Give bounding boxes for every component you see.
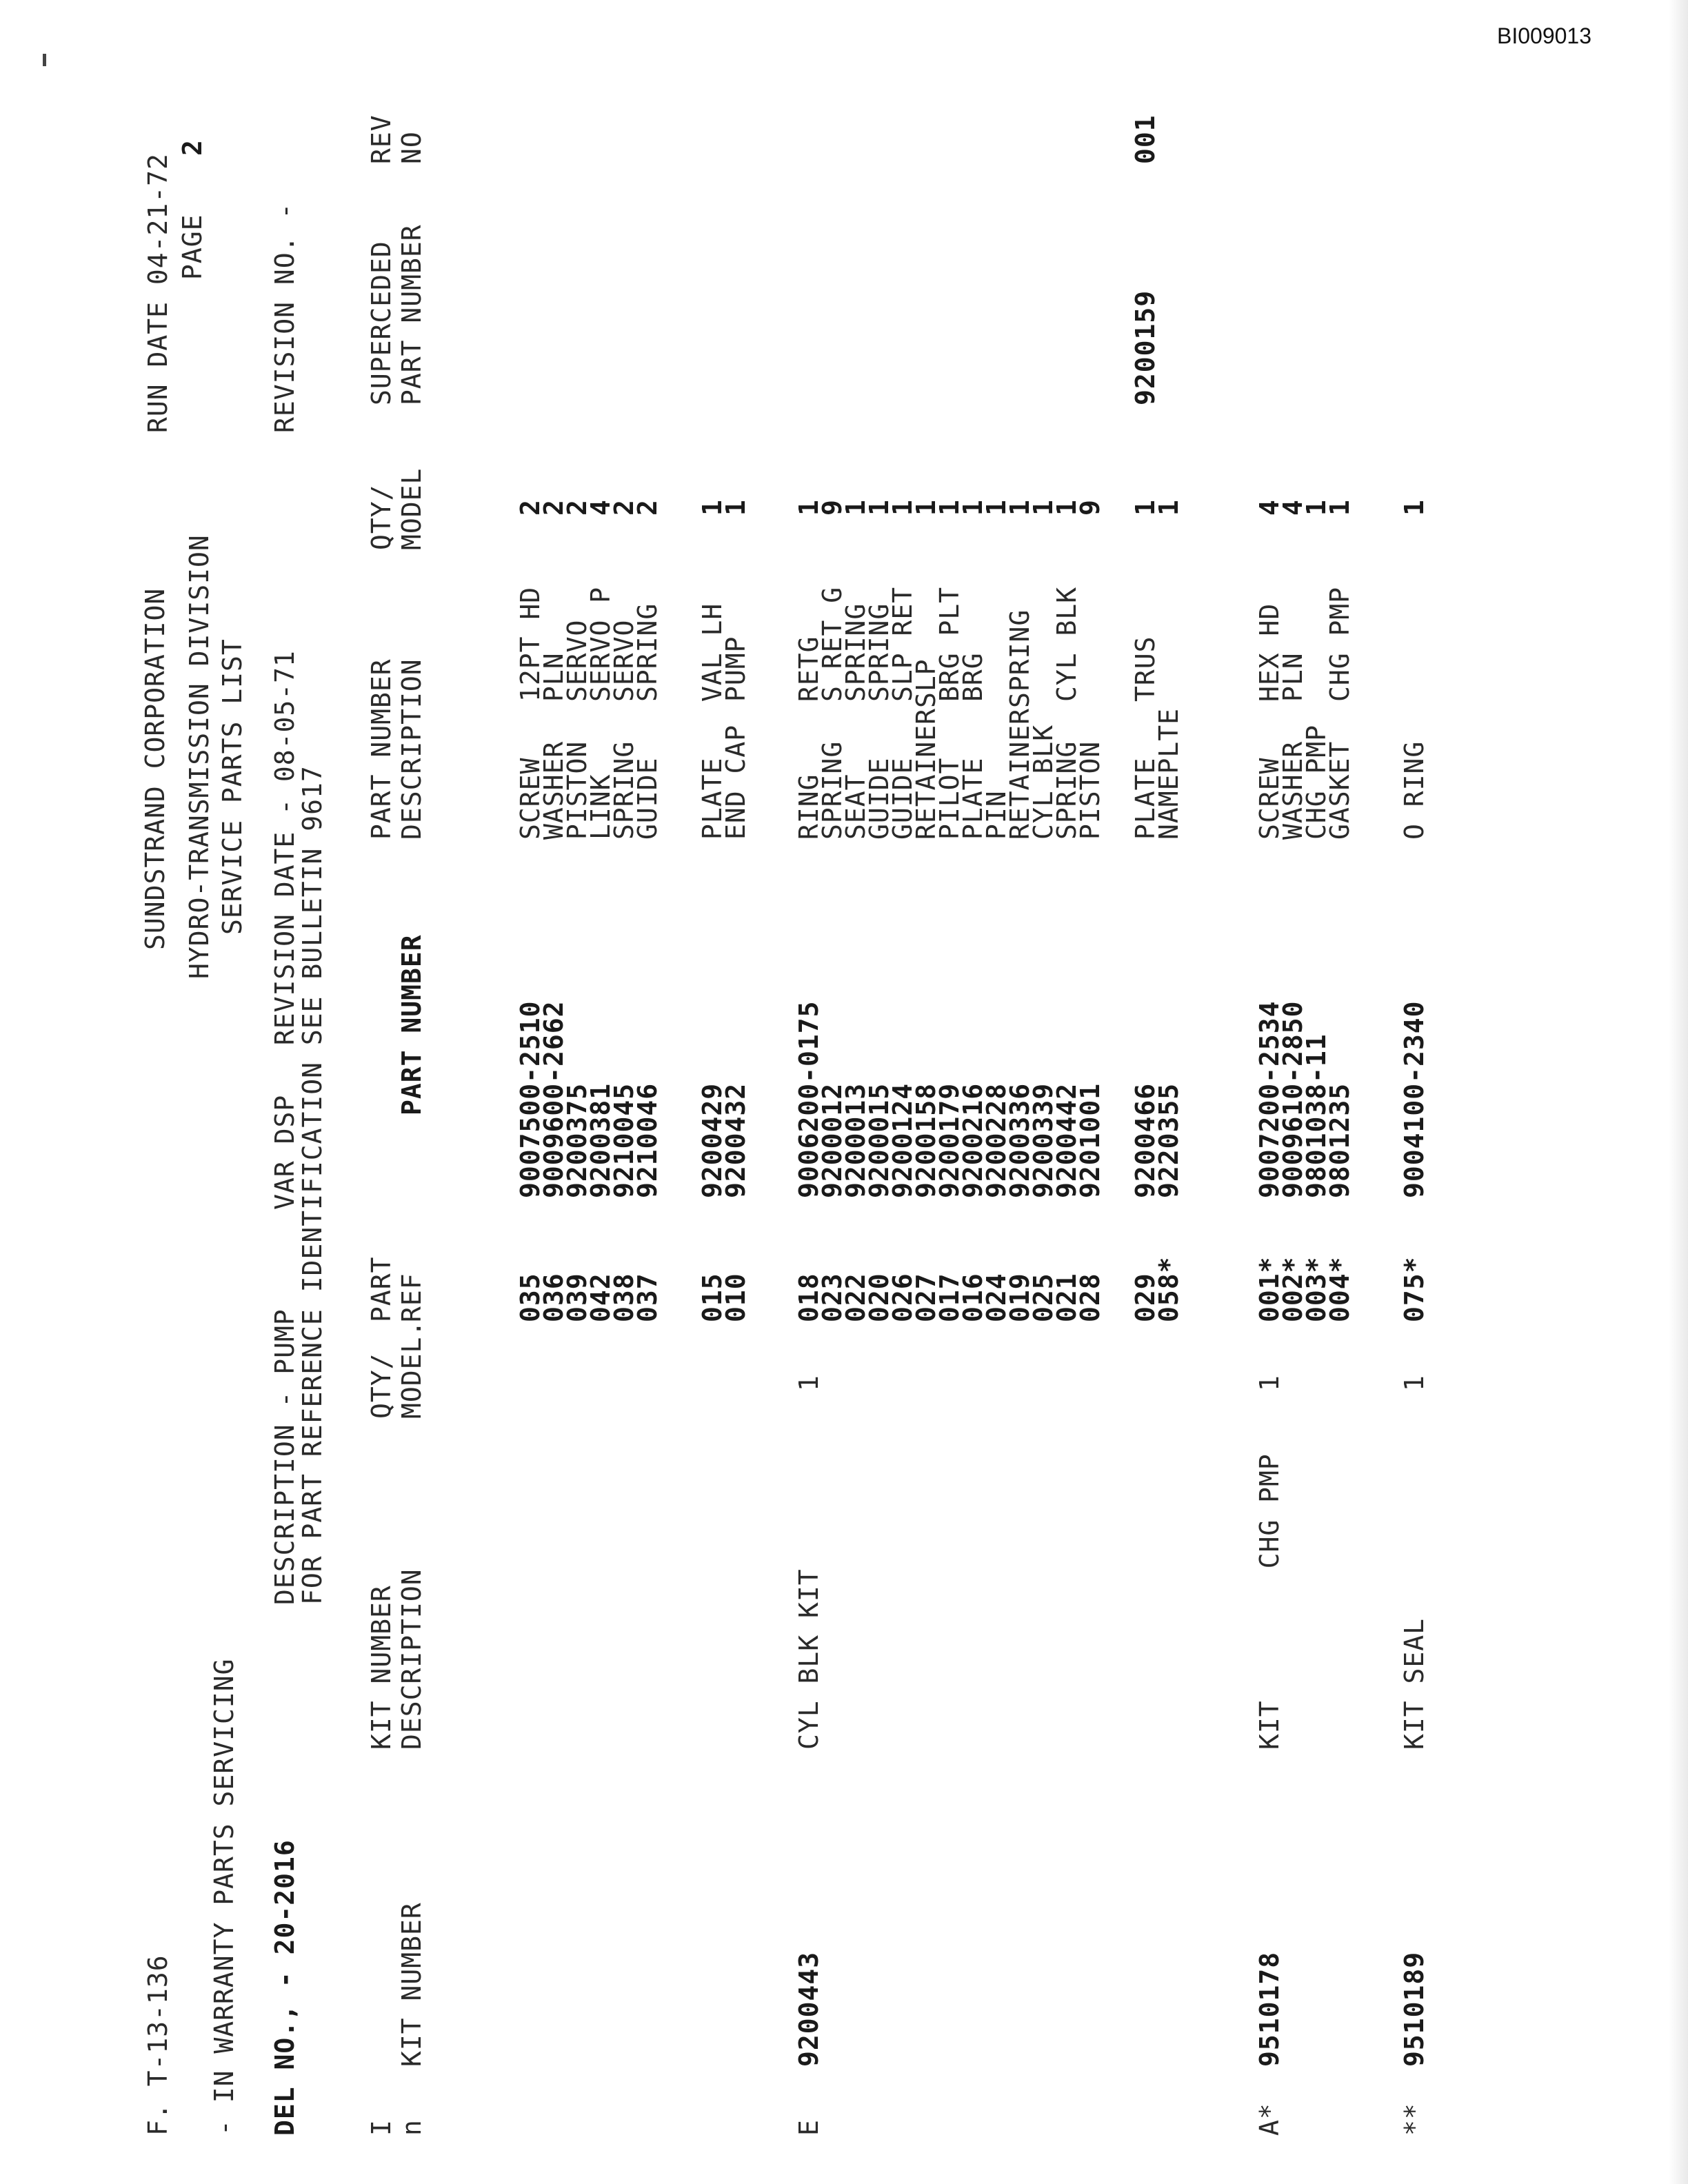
part-description-detail: VAL LH — [697, 603, 727, 702]
kit-description: KIT CHG PMP — [1254, 1453, 1285, 1750]
part-description-detail: SERVO — [562, 619, 592, 702]
part-description: LINK — [585, 774, 616, 840]
col-kit-desc-2: DESCRIPTION — [396, 1568, 427, 1750]
kit-description: KIT SEAL — [1399, 1617, 1429, 1750]
part-ref: 004* — [1325, 1256, 1355, 1322]
kit-marker: A* — [1254, 2103, 1285, 2136]
superceded-part-number: 9200159 — [1130, 290, 1160, 405]
part-ref: 015 — [697, 1273, 727, 1322]
kit-number: 9510189 — [1399, 1951, 1429, 2067]
part-quantity: 2 — [609, 499, 639, 516]
part-description: GUIDE — [632, 757, 663, 840]
part-quantity: 4 — [1278, 499, 1308, 516]
part-description-detail: BRG — [958, 652, 988, 702]
part-description: WASHER — [539, 740, 569, 840]
part-description: NAMEPLTE — [1154, 707, 1184, 840]
part-description-detail: RETG — [794, 636, 824, 702]
kit-quantity: 1 — [1399, 1375, 1429, 1391]
part-quantity: 1 — [934, 499, 965, 516]
col-qty-model-b2: MODEL — [396, 467, 427, 550]
kit-quantity: 1 — [794, 1375, 824, 1391]
part-ref: 002* — [1278, 1256, 1308, 1322]
part-quantity: 1 — [981, 499, 1012, 516]
part-description: CHG PMP — [1301, 724, 1332, 840]
part-description-detail: SPRING — [632, 603, 663, 702]
part-ref: 075* — [1399, 1256, 1429, 1322]
part-ref: 026 — [887, 1273, 918, 1322]
part-number: 9210045 — [609, 1082, 639, 1198]
part-ref: 003* — [1301, 1256, 1332, 1322]
part-number: 9801235 — [1325, 1082, 1355, 1198]
part-ref: 036 — [539, 1273, 569, 1322]
run-date: RUN DATE 04-21-72 — [143, 153, 173, 433]
part-ref: 029 — [1130, 1273, 1160, 1322]
part-quantity: 9 — [817, 499, 847, 516]
form-number: F. T-13-136 — [143, 1954, 173, 2136]
part-description: PISTON — [562, 740, 592, 840]
part-description: PLATE — [958, 757, 988, 840]
part-description-detail: SERVO — [609, 619, 639, 702]
part-description: PILOT — [934, 757, 965, 840]
part-quantity: 4 — [1254, 499, 1285, 516]
part-ref: 058* — [1154, 1256, 1184, 1322]
part-number: 9006200-0175 — [794, 1000, 824, 1198]
part-number: 9007200-2534 — [1254, 1000, 1285, 1198]
part-description: GUIDE — [864, 757, 894, 840]
part-number: 9200375 — [562, 1082, 592, 1198]
kit-number: 9510178 — [1254, 1951, 1285, 2067]
part-ref: 025 — [1028, 1273, 1058, 1322]
part-ref: 017 — [934, 1273, 965, 1322]
part-description: PLATE — [1130, 757, 1160, 840]
part-ref: 016 — [958, 1273, 988, 1322]
part-quantity: 1 — [864, 499, 894, 516]
part-number: 9004100-2340 — [1399, 1000, 1429, 1198]
part-ref: 019 — [1005, 1273, 1035, 1322]
part-description: WASHER — [1278, 740, 1308, 840]
kit-marker: E — [794, 2119, 824, 2136]
part-quantity: 2 — [539, 499, 569, 516]
col-part-ref-1: PART — [366, 1256, 396, 1322]
part-description: PLATE — [697, 757, 727, 840]
part-quantity: 1 — [1028, 499, 1058, 516]
part-description: RETAINERSPRING — [1005, 609, 1035, 840]
col-pn-desc-2: DESCRIPTION — [396, 658, 427, 840]
part-ref: 022 — [841, 1273, 871, 1322]
part-quantity: 1 — [1005, 499, 1035, 516]
part-description-detail: PLN — [539, 652, 569, 702]
part-quantity: 1 — [721, 499, 751, 516]
warranty-title: - IN WARRANTY PARTS SERVICING — [209, 1658, 239, 2136]
part-quantity: 2 — [562, 499, 592, 516]
col-superceded-2: PART NUMBER — [396, 224, 427, 405]
part-number: 9220355 — [1154, 1082, 1184, 1198]
part-ref: 042 — [585, 1273, 616, 1322]
part-description-detail: PLN — [1278, 652, 1308, 702]
part-number: 9201001 — [1075, 1082, 1105, 1198]
col-rev-1: REV — [366, 114, 396, 164]
document-id: BI009013 — [1496, 23, 1591, 48]
part-number: 9200228 — [981, 1082, 1012, 1198]
part-number: 9200442 — [1052, 1082, 1082, 1198]
part-ref: 023 — [817, 1273, 847, 1322]
part-ref: 001* — [1254, 1256, 1285, 1322]
part-number: 9200124 — [887, 1082, 918, 1198]
part-description: PIN — [981, 790, 1012, 840]
col-qty-model-1: QTY/ — [366, 1353, 396, 1419]
part-ref: 027 — [911, 1273, 941, 1322]
part-ref: 024 — [981, 1273, 1012, 1322]
part-number: 9009600-2662 — [539, 1000, 569, 1198]
part-description-detail: SLP RET — [887, 586, 918, 702]
part-ref: 028 — [1075, 1273, 1105, 1322]
part-description: SPRING — [817, 740, 847, 840]
col-qty-model-2: MODEL. — [396, 1320, 427, 1419]
page-label: PAGE — [177, 214, 208, 280]
col-rev-2: NO — [396, 131, 427, 164]
part-number: 9009610-2850 — [1278, 1000, 1308, 1198]
part-description-detail: 12PT HD — [515, 586, 545, 702]
part-number: 9200339 — [1028, 1082, 1058, 1198]
col-marker: I — [366, 2119, 396, 2136]
part-ref: 021 — [1052, 1273, 1082, 1322]
col-part-number: PART NUMBER — [396, 934, 427, 1115]
part-description: SEAT — [841, 774, 871, 840]
part-description-detail: CHG PMP — [1325, 586, 1355, 702]
part-description: RETAINERSLP — [911, 658, 941, 840]
part-number: 9200432 — [721, 1082, 751, 1198]
part-quantity: 1 — [958, 499, 988, 516]
model-number: DEL NO., - 20-2016 — [270, 1839, 300, 2136]
division-name: HYDRO-TRANSMISSION DIVISION — [184, 534, 214, 979]
part-ref: 020 — [864, 1273, 894, 1322]
part-number: 9200012 — [817, 1082, 847, 1198]
col-marker-2: n — [396, 2119, 427, 2136]
description-line-2: FOR PART REFERENCE IDENTIFICATION SEE BULLETIN 9617 — [297, 765, 328, 1605]
part-number: 9200429 — [697, 1082, 727, 1198]
part-quantity: 4 — [585, 499, 616, 516]
part-description: SPRING — [1052, 740, 1082, 840]
part-description-detail: SERVO P — [585, 586, 616, 702]
part-quantity: 1 — [1052, 499, 1082, 516]
part-number: 9200336 — [1005, 1082, 1035, 1198]
company-name: SUNDSTRAND CORPORATION — [140, 587, 170, 950]
part-quantity: 1 — [697, 499, 727, 516]
col-part-ref-2: REF — [396, 1273, 427, 1322]
part-number: 9200179 — [934, 1082, 965, 1198]
part-description-detail: CYL BLK — [1052, 586, 1082, 702]
part-quantity: 1 — [794, 499, 824, 516]
part-description-detail: BRG PLT — [934, 586, 965, 702]
page-number: 2 — [177, 139, 208, 156]
part-number: 9200381 — [585, 1082, 616, 1198]
part-quantity: 1 — [1301, 499, 1332, 516]
part-description: GASKET — [1325, 740, 1355, 840]
part-number: 9801038-11 — [1301, 1033, 1332, 1198]
kit-marker: ** — [1399, 2103, 1429, 2136]
col-superceded-1: SUPERCEDED — [366, 241, 396, 405]
part-ref: 010 — [721, 1273, 751, 1322]
part-description: O RING — [1399, 740, 1429, 840]
part-description-detail: TRUS — [1130, 636, 1160, 702]
part-description: SCREW — [1254, 757, 1285, 840]
part-description-detail: HEX HD — [1254, 603, 1285, 702]
part-description-detail: SPRING — [841, 603, 871, 702]
part-ref: 039 — [562, 1273, 592, 1322]
kit-quantity: 1 — [1254, 1375, 1285, 1391]
part-description: PISTON — [1075, 740, 1105, 840]
part-ref: 038 — [609, 1273, 639, 1322]
part-number: 9200466 — [1130, 1082, 1160, 1198]
part-quantity: 1 — [1399, 499, 1429, 516]
part-quantity: 1 — [911, 499, 941, 516]
part-description-detail: SPRING — [864, 603, 894, 702]
list-title: SERVICE PARTS LIST — [217, 638, 248, 935]
part-quantity: 1 — [841, 499, 871, 516]
part-quantity: 2 — [515, 499, 545, 516]
col-pn-desc-1: PART NUMBER — [366, 658, 396, 840]
col-kit-number: KIT NUMBER — [396, 1902, 427, 2067]
part-quantity: 9 — [1075, 499, 1105, 516]
part-number: 9200015 — [864, 1082, 894, 1198]
part-description-detail: S RET G — [817, 586, 847, 702]
part-number: 9200216 — [958, 1082, 988, 1198]
part-ref: 018 — [794, 1273, 824, 1322]
part-ref: 037 — [632, 1273, 663, 1322]
kit-description: CYL BLK KIT — [794, 1568, 824, 1750]
part-quantity: 2 — [632, 499, 663, 516]
description-line-1: DESCRIPTION - PUMP VAR DSP REVISION DATE - 08-05-71 — [270, 650, 300, 1605]
part-ref: 035 — [515, 1273, 545, 1322]
revision-number: REVISION NO. - — [270, 202, 300, 433]
part-description: RING — [794, 774, 824, 840]
part-description: SCREW — [515, 757, 545, 840]
part-number: 9200013 — [841, 1082, 871, 1198]
part-quantity: 1 — [1325, 499, 1355, 516]
part-number: 9200158 — [911, 1082, 941, 1198]
part-description: END CAP — [721, 724, 751, 840]
part-quantity: 1 — [1130, 499, 1160, 516]
part-quantity: 1 — [1154, 499, 1184, 516]
col-qty-model-b1: QTY/ — [366, 484, 396, 550]
kit-number: 9200443 — [794, 1951, 824, 2067]
part-description: SPRING — [609, 740, 639, 840]
part-description: GUIDE — [887, 757, 918, 840]
part-quantity: 1 — [887, 499, 918, 516]
col-kit-desc-1: KIT NUMBER — [366, 1585, 396, 1750]
part-description: CYL BLK — [1028, 724, 1058, 840]
part-description-detail: PUMP — [721, 636, 751, 702]
part-number: 9007500-2510 — [515, 1000, 545, 1198]
revision-code: 001 — [1130, 114, 1160, 164]
part-number: 9210046 — [632, 1082, 663, 1198]
